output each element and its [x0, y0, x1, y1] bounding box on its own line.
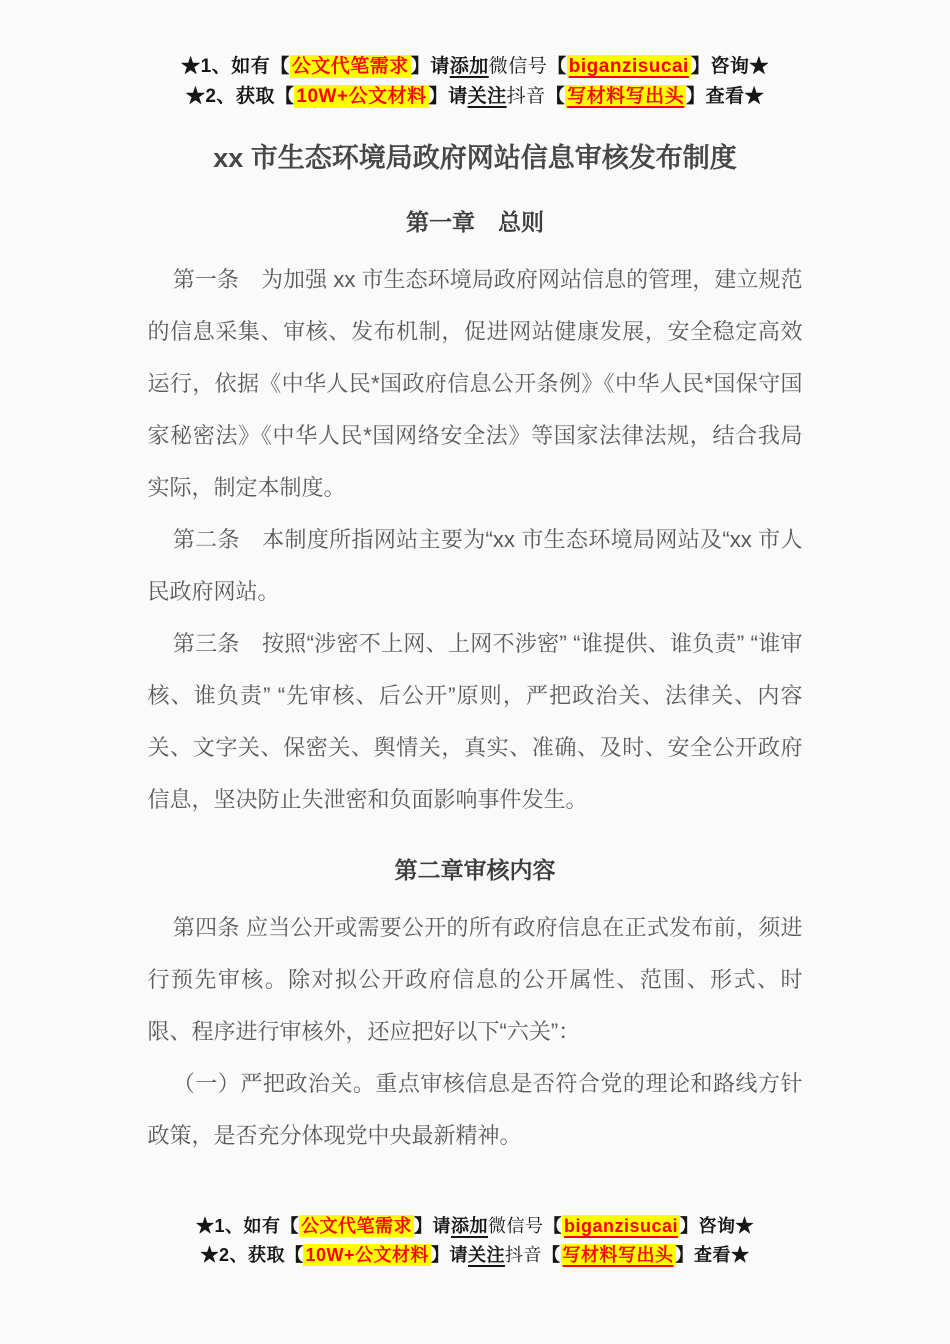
body-paragraph: 第三条 按照“涉密不上网、上网不涉密” “谁提供、谁负责” “谁审核、谁负责” “先审核、后公开”原则，严把政治关、法律关、内容关、文字关、保密关、舆情关，真实、准确、及时、安全公开政府信息，坚决防止失泄密和负面影响事件发生。	[147, 631, 803, 812]
promo-segment: 【	[542, 1245, 561, 1265]
promo-segment: 】请	[428, 86, 468, 107]
document-title: xx 市生态环境局政府网站信息审核发布制度	[213, 143, 737, 173]
promo-segment: ★1、如有【	[195, 1216, 299, 1236]
promo-segment: 微信号	[488, 56, 548, 77]
promo-segment: 抖音	[505, 1245, 543, 1265]
promo-segment: 写材料写出头	[567, 86, 685, 107]
body-paragraph: 第一条 为加强 xx 市生态环境局政府网站信息的管理，建立规范的信息采集、审核、发布机制，促进网站健康发展，安全稳定高效运行，依据《中华人民*国政府信息公开条例》《中华人民*国保守国家秘密法》《中华人民*国网络安全法》等国家法律法规，结合我局实际，制定本制度。	[147, 267, 803, 500]
promo-segment: 公文代笔需求	[300, 1216, 412, 1236]
promo-segment: 添加	[449, 56, 489, 77]
promo-segment: 关注	[468, 1245, 506, 1265]
promo-segment: 【	[545, 86, 566, 107]
promo-segment: ★2、获取【	[200, 1245, 304, 1265]
promo-segment: ★1、如有【	[181, 56, 290, 77]
promo-segment: 】请	[431, 1245, 469, 1265]
promo-segment: 【	[543, 1216, 562, 1236]
document-body	[148, 138, 803, 1162]
promo-segment: 关注	[467, 86, 507, 107]
promo-segment: 】查看★	[686, 86, 765, 107]
promo-segment: 】请	[410, 56, 450, 77]
promo-segment: 【	[547, 56, 567, 77]
promo-segment: 添加	[450, 1216, 488, 1236]
promo-segment: 】查看★	[675, 1245, 750, 1265]
promo-line-2	[0, 82, 950, 112]
promo-segment: 公文代笔需求	[291, 56, 409, 77]
promo-line-1	[0, 52, 950, 82]
promo-segment: 】请	[413, 1216, 451, 1236]
document-blocks	[148, 202, 803, 1162]
chapter-heading: 第一章 总则	[406, 209, 544, 235]
promo-segment: 10W+公文材料	[305, 1245, 430, 1265]
body-paragraph: 第二条 本制度所指网站主要为“xx 市生态环境局网站及“xx 市人民政府网站。	[147, 527, 803, 604]
promo-segment: biganzisucai	[563, 1216, 679, 1236]
promo-banner-footer	[0, 1212, 950, 1270]
promo-banner-header	[0, 52, 950, 112]
promo-line-1	[0, 1212, 950, 1241]
chapter-heading: 第二章审核内容	[394, 857, 556, 883]
body-paragraph: 第四条 应当公开或需要公开的所有政府信息在正式发布前，须进行预先审核。除对拟公开政府信息的公开属性、范围、形式、时限、程序进行审核外，还应把好以下“六关”：	[147, 915, 803, 1044]
promo-segment: 】咨询★	[680, 1216, 755, 1236]
promo-segment: 写材料写出头	[562, 1245, 674, 1265]
promo-segment: biganzisucai	[568, 56, 689, 77]
promo-segment: 微信号	[487, 1216, 544, 1236]
promo-line-2	[0, 1241, 950, 1270]
promo-segment: ★2、获取【	[185, 86, 295, 107]
promo-segment: 10W+公文材料	[296, 86, 427, 107]
body-paragraph: （一）严把政治关。重点审核信息是否符合党的理论和路线方针政策，是否充分体现党中央最新精神。	[147, 1071, 803, 1148]
promo-segment: 抖音	[506, 86, 546, 107]
promo-segment: 】咨询★	[690, 56, 769, 77]
